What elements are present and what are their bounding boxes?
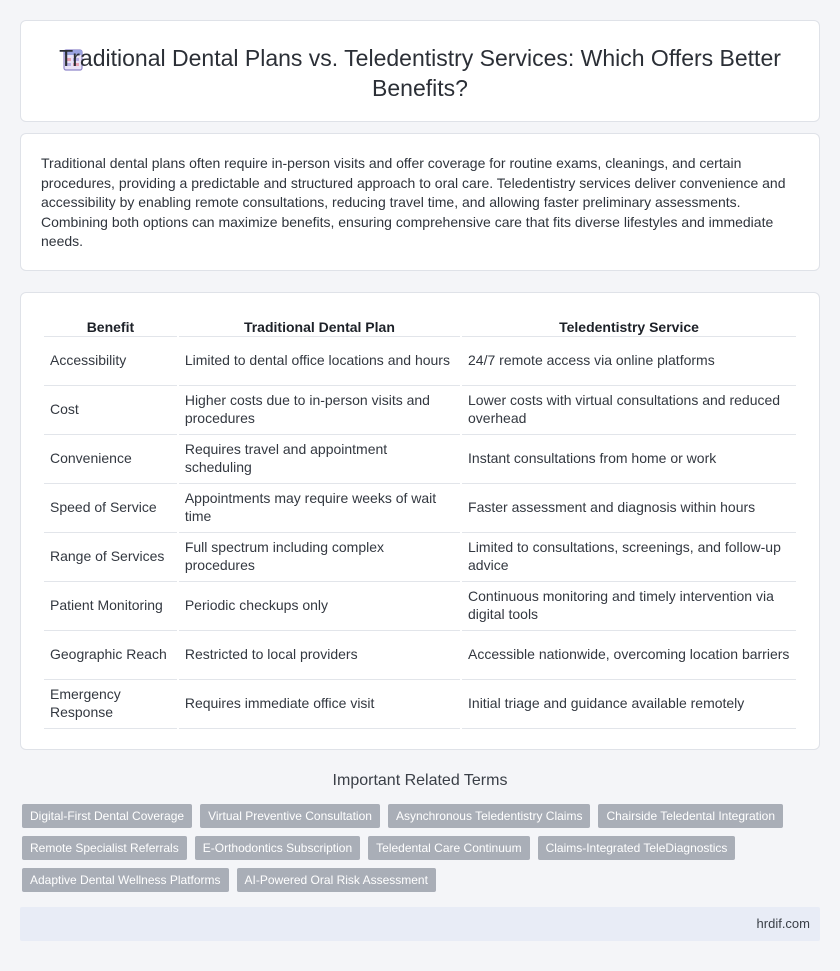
related-term-tag[interactable]: Claims-Integrated TeleDiagnostics	[538, 836, 736, 860]
cell-traditional: Periodic checkups only	[179, 582, 460, 631]
cell-benefit: Accessibility	[44, 337, 177, 386]
related-term-tag[interactable]: Chairside Teledental Integration	[598, 804, 783, 828]
comparison-table	[42, 315, 798, 729]
cell-teledentistry: Instant consultations from home or work	[462, 435, 796, 484]
table-row	[44, 680, 796, 729]
related-terms-title: Important Related Terms	[332, 772, 508, 789]
comparison-card	[20, 292, 820, 750]
cell-teledentistry: Continuous monitoring and timely intervention via digital tools	[462, 582, 796, 631]
table-row	[44, 337, 796, 386]
related-terms-list	[22, 804, 802, 892]
table-row	[44, 631, 796, 680]
cell-traditional: Higher costs due to in-person visits and procedures	[179, 386, 460, 435]
intro-paragraph: Traditional dental plans often require in-person visits and offer coverage for routine exams, cleanings, and certain procedures, providing a predictable and structured approach to oral care. Teledentistry services deliver convenience and accessibility by enabling remote consultations, reducing travel time, and allowing faster preliminary assessments. Combining both options can maximize benefits, ensuring comprehensive care that fits diverse lifestyles and immediate needs.	[41, 155, 786, 250]
cell-traditional: Full spectrum including complex procedures	[179, 533, 460, 582]
cell-traditional: Appointments may require weeks of wait time	[179, 484, 460, 533]
cell-benefit: Range of Services	[44, 533, 177, 582]
cell-traditional: Requires travel and appointment scheduling	[179, 435, 460, 484]
table-row	[44, 435, 796, 484]
table-row	[44, 533, 796, 582]
table-header-row	[44, 315, 796, 337]
title-card	[20, 20, 820, 122]
cell-benefit: Convenience	[44, 435, 177, 484]
cell-benefit: Cost	[44, 386, 177, 435]
footer	[20, 907, 820, 941]
header-traditional: Traditional Dental Plan	[179, 315, 460, 337]
cell-benefit: Geographic Reach	[44, 631, 177, 680]
related-term-tag[interactable]: Asynchronous Teledentistry Claims	[388, 804, 591, 828]
cell-benefit: Emergency Response	[44, 680, 177, 729]
cell-benefit: Patient Monitoring	[44, 582, 177, 631]
cell-teledentistry: Initial triage and guidance available remotely	[462, 680, 796, 729]
related-term-tag[interactable]: E-Orthodontics Subscription	[195, 836, 360, 860]
header-benefit: Benefit	[44, 315, 177, 337]
related-term-tag[interactable]: AI-Powered Oral Risk Assessment	[237, 868, 436, 892]
page-title: Traditional Dental Plans vs. Teledentistry Services: Which Offers Better Benefits?	[59, 45, 781, 101]
footer-site-link[interactable]: hrdif.com	[756, 916, 810, 931]
header-teledentistry: Teledentistry Service	[462, 315, 796, 337]
cell-traditional: Restricted to local providers	[179, 631, 460, 680]
cell-traditional: Requires immediate office visit	[179, 680, 460, 729]
cell-teledentistry: Accessible nationwide, overcoming location barriers	[462, 631, 796, 680]
cell-teledentistry: Faster assessment and diagnosis within hours	[462, 484, 796, 533]
related-term-tag[interactable]: Virtual Preventive Consultation	[200, 804, 380, 828]
cell-teledentistry: Limited to consultations, screenings, and follow-up advice	[462, 533, 796, 582]
related-term-tag[interactable]: Teledental Care Continuum	[368, 836, 529, 860]
intro-card	[20, 133, 820, 271]
cell-teledentistry: 24/7 remote access via online platforms	[462, 337, 796, 386]
table-row	[44, 582, 796, 631]
table-row	[44, 386, 796, 435]
cell-traditional: Limited to dental office locations and hours	[179, 337, 460, 386]
cell-teledentistry: Lower costs with virtual consultations and reduced overhead	[462, 386, 796, 435]
related-term-tag[interactable]: Adaptive Dental Wellness Platforms	[22, 868, 229, 892]
related-term-tag[interactable]: Digital-First Dental Coverage	[22, 804, 192, 828]
cell-benefit: Speed of Service	[44, 484, 177, 533]
related-term-tag[interactable]: Remote Specialist Referrals	[22, 836, 187, 860]
table-row	[44, 484, 796, 533]
